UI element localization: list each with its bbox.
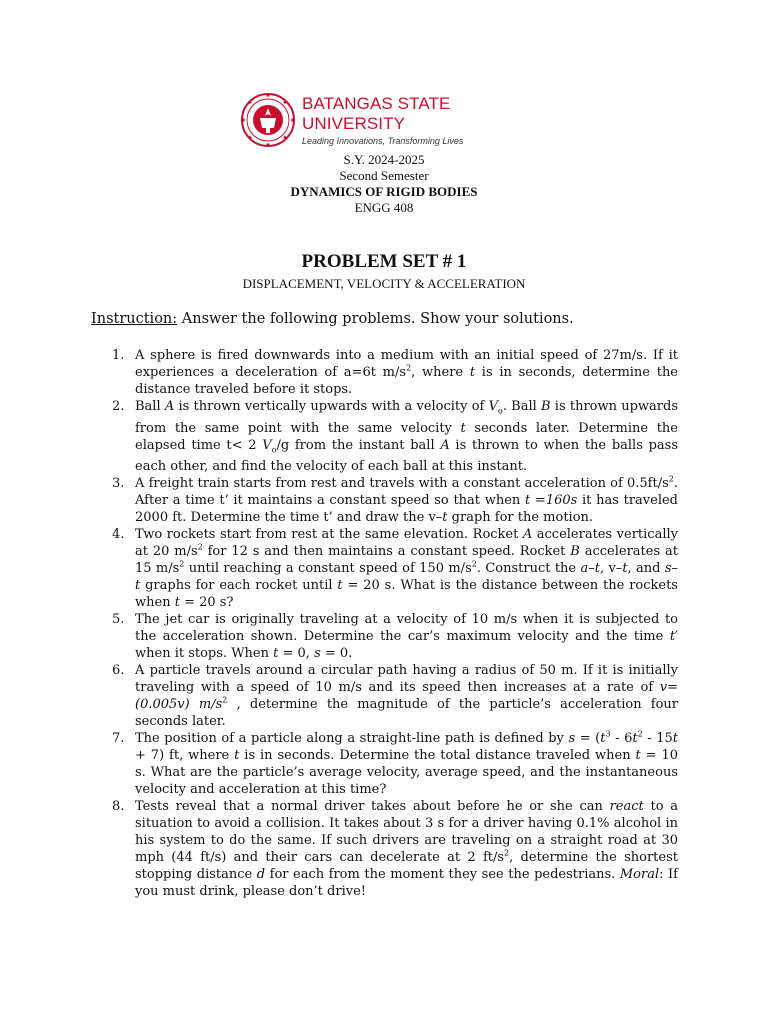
problem-list [108, 347, 678, 900]
problem-item-2: 2. Ball A is thrown vertically upwards with a velocity of $V_o$. Ball B is thrown upwards from the same point with the same velocity t seconds later. Determine the elapsed time t< 2 $V_o/g$ from the instant ball A is thrown to when the balls pass each other, and find the velocity of each ball at this instant. [112, 399, 679, 475]
instruction-text: Answer the following problems. Show your solutions. [177, 311, 574, 327]
course-code: ENGG 408 [354, 200, 414, 215]
problem-set-title: PROBLEM SET # 1 [301, 251, 467, 272]
course-info [0, 152, 768, 216]
problem-set-subtitle: DISPLACEMENT, VELOCITY & ACCELERATION [242, 276, 526, 291]
university-seal-icon [240, 92, 296, 148]
school-year: S.Y. 2024-2025 [343, 152, 425, 167]
semester: Second Semester [339, 168, 429, 183]
problem-item-7: 7. The position of a particle along a straight-line path is defined by $s = (t^3 - 6t^2 - 15t + 7)$ ft, where t is in seconds. Determine the total distance traveled when t = 10 s. What are the particle’s average velocity, average speed, and the instantaneous velocity and acceleration at this time? [112, 729, 679, 798]
course-title: DYNAMICS OF RIGID BODIES [290, 184, 478, 199]
problem-item-6: 6. A particle travels around a circular path having a radius of 50 m. If it is initially traveling with a speed of 10 m/s and its speed then increases at a rate of v= (0.005v) $m/s^2$ , determine the magnitude of the particle’s acceleration four seconds later. [112, 663, 679, 730]
university-logo [240, 92, 540, 148]
university-tagline: Leading Innovations, Transforming Lives [302, 135, 464, 146]
problem-item-3: 3. A freight train starts from rest and travels with a constant acceleration of $0.5ft/s^2$. After a time t’ it maintains a constant speed so that when t =160s it has traveled 2000 ft. Determine the time t’ and draw the v–t graph for the motion. [112, 474, 678, 526]
instruction [91, 311, 574, 327]
problem-item-8: 8. Tests reveal that a normal driver takes about before he or she can react to a situation to avoid a collision. It takes about 3 s for a driver having 0.1% alcohol in his system to do the same. If such drivers are traveling on a straight road at 30 mph (44 ft/s) and their cars can decelerate at 2 $ft/s^2$, determine the shortest stopping distance d for each from the moment they see the pedestrians. Moral: If you must drink, please don’t drive! [112, 799, 678, 900]
university-name: BATANGAS STATE UNIVERSITY [302, 93, 451, 133]
instruction-label: Instruction: [91, 311, 178, 327]
problem-item-1: 1. A sphere is fired downwards into a medium with an initial speed of 27m/s. If it experiences a deceleration of a=6t $m/s^2$, where t is in seconds, determine the distance traveled before it stops. [112, 348, 679, 397]
problem-item-4: 4. Two rockets start from rest at the same elevation. Rocket A accelerates vertically at 20 $m/s^2$ for 12 s and then maintains a constant speed. Rocket B accelerates at 15 $m/s^2$ until reaching a constant speed of 150 $m/s^2$. Construct the a–t, v–t, and s–t graphs for each rocket until t = 20 s. What is the distance between the rockets when t = 20 s? [112, 527, 679, 611]
problem-item-5: 5. The jet car is originally traveling at a velocity of 10 m/s when it is subjected to the acceleration shown. Determine the car’s maximum velocity and the time t′ when it stops. When t = 0, s = 0. [112, 612, 678, 662]
